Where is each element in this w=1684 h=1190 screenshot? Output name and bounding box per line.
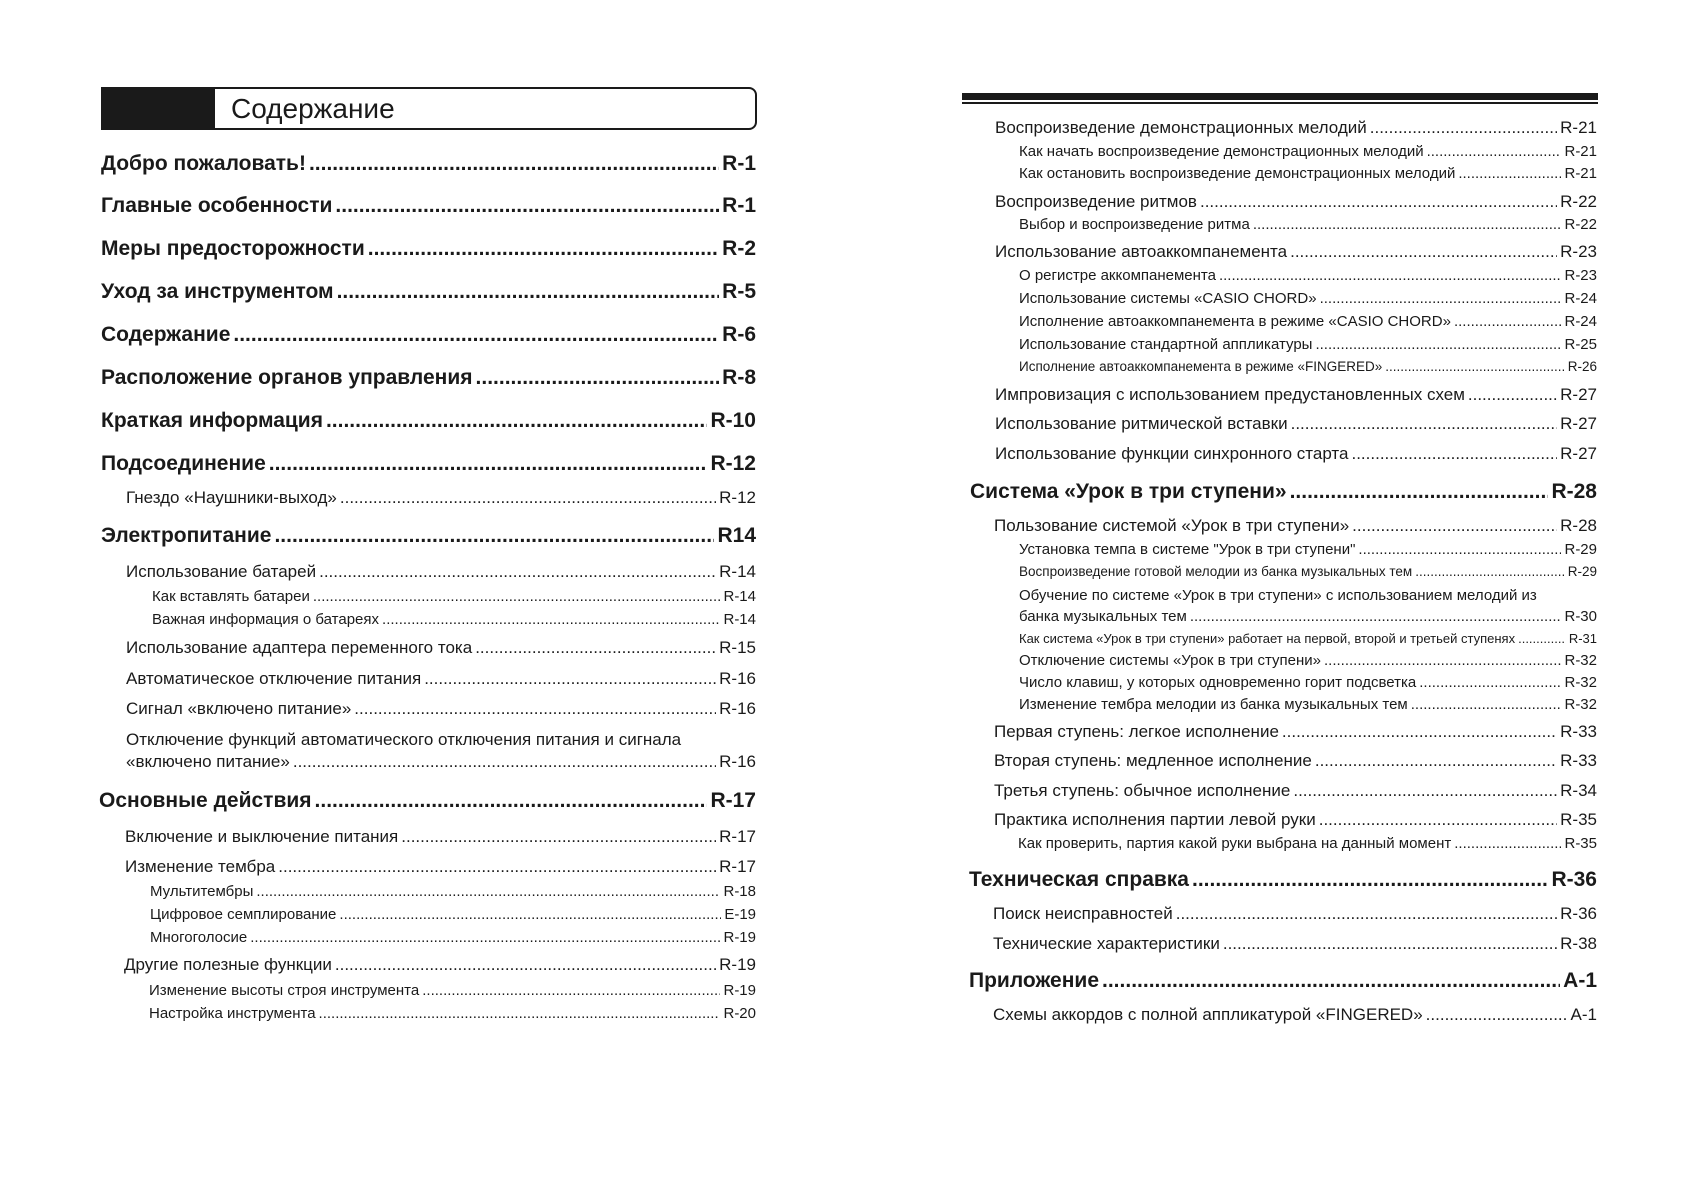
toc-entry[interactable] — [994, 751, 1597, 771]
toc-entry-title: Изменение высоты строя инструмента — [149, 982, 420, 999]
toc-entry-title: Изменение тембра мелодии из банка музыкальных тем — [1019, 696, 1408, 713]
header-rule-thin — [962, 102, 1598, 104]
toc-entry-title: Сигнал «включено питание» — [126, 699, 352, 718]
toc-entry-title: Подсоединение — [101, 452, 266, 475]
toc-entry[interactable] — [1019, 359, 1597, 374]
toc-entry-title: Число клавиш, у которых одновременно горит подсветка — [1019, 674, 1417, 691]
toc-entry-page: R-18 — [723, 883, 756, 900]
toc-entry[interactable] — [993, 1005, 1597, 1025]
toc-entry[interactable] — [1019, 165, 1597, 182]
toc-entry-title: Уход за инструментом — [101, 280, 334, 303]
toc-entry[interactable] — [101, 323, 756, 347]
toc-entry[interactable] — [994, 810, 1597, 830]
toc-entry-page: R-17 — [719, 857, 756, 876]
toc-entry-title: Использование ритмической вставки — [995, 414, 1288, 433]
toc-entry[interactable] — [101, 280, 756, 304]
toc-entry-page: R-23 — [1564, 267, 1597, 284]
toc-entry-title: Как остановить воспроизведение демонстрационных мелодий — [1019, 165, 1456, 182]
toc-entry-page: R-26 — [1567, 359, 1597, 374]
header-rule-thick — [962, 93, 1598, 100]
toc-entry[interactable] — [126, 562, 756, 582]
toc-entry-title: Цифровое семплирование — [150, 906, 337, 923]
toc-entry-page: R-15 — [719, 638, 756, 657]
toc-entry-title: Обучение по системе «Урок в три ступени» с использованием мелодий из — [1019, 587, 1537, 604]
toc-entry[interactable] — [126, 638, 756, 658]
toc-entry-title: Использование батарей — [126, 562, 317, 581]
toc-entry-page: R-21 — [1560, 118, 1597, 137]
toc-entry-page: R14 — [717, 524, 756, 547]
toc-entry-page: R-12 — [719, 488, 756, 507]
toc-entry-title: Гнездо «Наушники-выход» — [126, 488, 337, 507]
toc-entry[interactable] — [1019, 143, 1597, 160]
toc-entry-page: E-19 — [724, 906, 756, 923]
toc-entry-title: Исполнение автоаккомпанемента в режиме «FINGERED» — [1019, 359, 1383, 374]
toc-entry[interactable] — [101, 366, 756, 390]
toc-entry-title: Исполнение автоаккомпанемента в режиме «CASIO CHORD» — [1019, 313, 1451, 330]
toc-entry-page: R-30 — [1564, 608, 1597, 625]
toc-entry[interactable] — [995, 118, 1597, 138]
toc-entry-title: Как система «Урок в три ступени» работает на первой, второй и третьей ступенях — [1019, 631, 1516, 646]
toc-entry-page: R-12 — [710, 452, 756, 475]
toc-entry-title: Как вставлять батареи — [152, 588, 310, 605]
toc-entry[interactable] — [99, 789, 756, 813]
toc-entry-page: R-19 — [719, 955, 756, 974]
toc-entry[interactable] — [101, 409, 756, 433]
toc-entry-title: Как начать воспроизведение демонстрационных мелодий — [1019, 143, 1424, 160]
toc-entry-page: R-38 — [1560, 934, 1597, 953]
toc-entry-title: Технические характеристики — [993, 934, 1220, 953]
toc-entry[interactable] — [1019, 696, 1597, 713]
toc-entry[interactable] — [1019, 336, 1597, 353]
toc-entry-title: Изменение тембра — [125, 857, 276, 876]
toc-entry-page: R-10 — [710, 409, 756, 432]
toc-entry-page: R-35 — [1564, 835, 1597, 852]
toc-entry[interactable] — [1019, 313, 1597, 330]
toc-entry-title: Пользование системой «Урок в три ступени» — [994, 516, 1350, 535]
toc-entry[interactable] — [995, 444, 1597, 464]
toc-entry-page: R-24 — [1564, 313, 1597, 330]
toc-entry-title: Включение и выключение питания — [125, 827, 399, 846]
toc-entry[interactable] — [970, 480, 1597, 504]
toc-entry-title: Расположение органов управления — [101, 366, 473, 389]
toc-entry-title: Воспроизведение демонстрационных мелодий — [995, 118, 1367, 137]
toc-entry-title: Важная информация о батареях — [152, 611, 380, 628]
toc-entry[interactable] — [1019, 652, 1597, 669]
toc-entry-page: R-36 — [1551, 868, 1597, 891]
toc-entry[interactable] — [1019, 216, 1597, 233]
toc-entry-title: Первая ступень: легкое исполнение — [994, 722, 1279, 741]
page-title: Содержание — [231, 93, 395, 124]
toc-entry[interactable] — [993, 934, 1597, 954]
toc-entry-title: Импровизация с использованием предустановленных схем — [995, 385, 1465, 404]
contents-header — [101, 87, 757, 130]
toc-entry[interactable] — [152, 588, 756, 605]
toc-entry-page: R-16 — [719, 752, 756, 771]
toc-entry-title: Мультитембры — [150, 883, 254, 900]
toc-entry-page: R-22 — [1564, 216, 1597, 233]
toc-entry-title: Содержание — [101, 323, 231, 346]
toc-entry-title: Вторая ступень: медленное исполнение — [994, 751, 1312, 770]
toc-entry-page: R-27 — [1560, 385, 1597, 404]
toc-entry-page: R-29 — [1567, 564, 1597, 579]
toc-entry-page: R-31 — [1568, 631, 1597, 646]
toc-entry-title: Использование системы «CASIO CHORD» — [1019, 290, 1317, 307]
toc-entry-page: R-5 — [722, 280, 756, 303]
toc-entry-title: Как проверить, партия какой руки выбрана на данный момент — [1018, 835, 1452, 852]
header-black-tab — [103, 89, 215, 128]
toc-entry-title: Настройка инструмента — [149, 1005, 316, 1022]
toc-entry-page: R-21 — [1564, 143, 1597, 160]
toc-entry-page: R-27 — [1560, 414, 1597, 433]
toc-entry-page: R-17 — [719, 827, 756, 846]
toc-entry-first-line[interactable] — [126, 730, 681, 750]
toc-entry[interactable] — [150, 906, 756, 923]
toc-entry[interactable] — [995, 414, 1597, 434]
toc-entry-page: A-1 — [1570, 1005, 1597, 1024]
toc-entry-page: R-35 — [1560, 810, 1597, 829]
toc-entry[interactable] — [993, 904, 1597, 924]
toc-entry-page: R-16 — [719, 669, 756, 688]
toc-entry-title-cont: «включено питание» — [126, 752, 290, 771]
toc-entry-title: Отключение системы «Урок в три ступени» — [1019, 652, 1321, 669]
toc-entry-title: Система «Урок в три ступени» — [970, 480, 1287, 503]
toc-entry-title: Краткая информация — [101, 409, 323, 432]
toc-entry-page: R-19 — [723, 982, 756, 999]
toc-entry[interactable] — [995, 192, 1597, 212]
toc-entry[interactable] — [152, 611, 756, 628]
toc-entry[interactable] — [1019, 267, 1597, 284]
toc-entry[interactable] — [126, 699, 756, 719]
toc-entry-page: R-1 — [722, 152, 756, 175]
toc-entry[interactable] — [124, 955, 756, 975]
toc-entry-page: R-28 — [1551, 480, 1597, 503]
toc-entry-page: R-17 — [710, 789, 756, 812]
toc-entry[interactable] — [126, 669, 756, 689]
toc-entry-title-cont: банка музыкальных тем — [1019, 608, 1187, 625]
toc-entry-page: R-28 — [1560, 516, 1597, 535]
toc-entry[interactable] — [994, 781, 1597, 801]
toc-entry[interactable] — [995, 242, 1597, 262]
toc-entry-title: Меры предосторожности — [101, 237, 365, 260]
toc-entry[interactable] — [126, 488, 756, 508]
toc-entry-page: R-1 — [722, 194, 756, 217]
toc-entry[interactable] — [101, 524, 756, 548]
toc-entry-page: A-1 — [1563, 969, 1597, 992]
toc-entry[interactable] — [1019, 541, 1597, 558]
toc-entry-title: О регистре аккомпанемента — [1019, 267, 1216, 284]
toc-entry[interactable] — [126, 752, 756, 772]
toc-entry-page: R-27 — [1560, 444, 1597, 463]
toc-entry[interactable] — [101, 452, 756, 476]
toc-entry[interactable] — [995, 385, 1597, 405]
toc-entry-page: R-23 — [1560, 242, 1597, 261]
toc-entry-title: Использование стандартной аппликатуры — [1019, 336, 1313, 353]
toc-entry-title: Воспроизведение ритмов — [995, 192, 1197, 211]
toc-entry-page: R-14 — [723, 588, 756, 605]
toc-entry[interactable] — [149, 982, 756, 999]
toc-entry-page: R-14 — [723, 611, 756, 628]
toc-entry-title: Электропитание — [101, 524, 272, 547]
toc-entry-page: R-14 — [719, 562, 756, 581]
toc-entry[interactable] — [101, 237, 756, 261]
toc-entry-title: Выбор и воспроизведение ритма — [1019, 216, 1250, 233]
toc-entry-title: Приложение — [969, 969, 1100, 992]
toc-entry[interactable] — [125, 827, 756, 847]
toc-entry-page: R-32 — [1564, 696, 1597, 713]
toc-entry-title: Поиск неисправностей — [993, 904, 1173, 923]
toc-entry-page: R-36 — [1560, 904, 1597, 923]
toc-entry[interactable] — [101, 194, 756, 218]
toc-entry-page: R-22 — [1560, 192, 1597, 211]
toc-entry-title: Другие полезные функции — [124, 955, 332, 974]
toc-entry-page: R-19 — [723, 929, 756, 946]
toc-entry[interactable] — [125, 857, 756, 877]
toc-entry-title: Использование функции синхронного старта — [995, 444, 1349, 463]
toc-entry-title: Использование адаптера переменного тока — [126, 638, 473, 657]
toc-entry-title: Техническая справка — [969, 868, 1189, 891]
toc-entry-title: Автоматическое отключение питания — [126, 669, 422, 688]
toc-entry-title: Многоголосие — [150, 929, 248, 946]
toc-entry-page: R-2 — [722, 237, 756, 260]
toc-entry-page: R-21 — [1564, 165, 1597, 182]
toc-entry[interactable] — [150, 929, 756, 946]
toc-entry-title: Добро пожаловать! — [101, 152, 306, 175]
toc-entry[interactable] — [1019, 631, 1597, 646]
toc-entry-title: Воспроизведение готовой мелодии из банка музыкальных тем — [1019, 564, 1413, 579]
toc-entry[interactable] — [1018, 835, 1597, 852]
toc-entry[interactable] — [1019, 564, 1597, 579]
toc-entry[interactable] — [1019, 608, 1597, 625]
toc-entry-page: R-16 — [719, 699, 756, 718]
right-page — [842, 0, 1684, 1190]
toc-entry-title: Схемы аккордов с полной аппликатурой «FINGERED» — [993, 1005, 1423, 1024]
toc-entry-page: R-8 — [722, 366, 756, 389]
toc-entry-title: Практика исполнения партии левой руки — [994, 810, 1316, 829]
toc-entry-title: Установка темпа в системе "Урок в три ступени" — [1019, 541, 1356, 558]
toc-entry-page: R-29 — [1564, 541, 1597, 558]
toc-entry[interactable] — [1019, 290, 1597, 307]
toc-entry-first-line[interactable] — [1019, 587, 1537, 604]
toc-entry-page: R-25 — [1564, 336, 1597, 353]
toc-entry-page: R-32 — [1564, 652, 1597, 669]
toc-entry[interactable] — [101, 152, 756, 176]
toc-entry-page: R-32 — [1564, 674, 1597, 691]
toc-entry-title: Основные действия — [99, 789, 312, 812]
toc-entry[interactable] — [969, 868, 1597, 892]
toc-entry-title: Главные особенности — [101, 194, 333, 217]
toc-entry[interactable] — [1019, 674, 1597, 691]
toc-entry-page: R-33 — [1560, 751, 1597, 770]
toc-entry-page: R-20 — [723, 1005, 756, 1022]
toc-entry-page: R-6 — [722, 323, 756, 346]
toc-entry-title: Отключение функций автоматического отключения питания и сигнала — [126, 730, 682, 749]
toc-entry-page: R-34 — [1560, 781, 1597, 800]
toc-entry[interactable] — [149, 1005, 756, 1022]
toc-entry-page: R-33 — [1560, 722, 1597, 741]
toc-entry[interactable] — [969, 969, 1597, 993]
toc-entry-title: Использование автоаккомпанемента — [995, 242, 1288, 261]
toc-entry[interactable] — [994, 516, 1597, 536]
toc-entry-title: Третья ступень: обычное исполнение — [994, 781, 1291, 800]
toc-entry-page: R-24 — [1564, 290, 1597, 307]
toc-entry[interactable] — [994, 722, 1597, 742]
toc-entry[interactable] — [150, 883, 756, 900]
